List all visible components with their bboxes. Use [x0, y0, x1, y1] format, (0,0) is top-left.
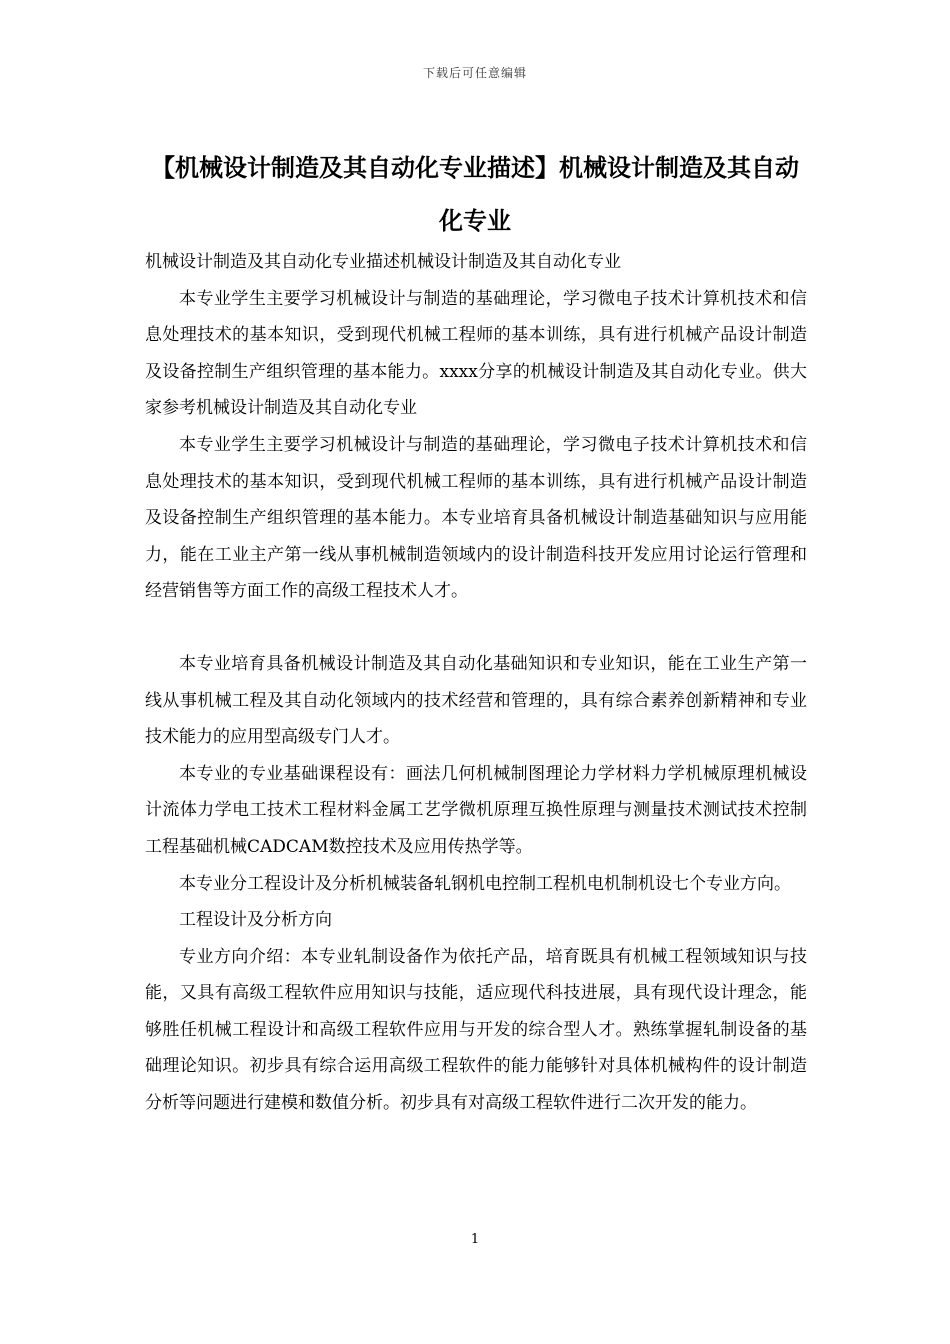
- section-heading: 工程设计及分析方向: [179, 910, 332, 931]
- body-paragraph: 本专业学生主要学习机械设计与制造的基础理论，学习微电子技术计算机技术和信息处理技术的基本知识，受到现代机械工程师的基本训练，具有进行机械产品设计制造及设备控制生产组织管理的基本能力。xxxx分享的机械设计制造及其自动化专业。供大家参考机械设计制造及其自动化专业: [145, 288, 807, 419]
- body-paragraph: 本专业的专业基础课程设有：画法几何机械制图理论力学材料力学机械原理机械设计流体力学电工技术工程材料金属工艺学微机原理互换性原理与测量技术测试技术控制工程基础机械CADCAM数控技术及应用传热学等。: [145, 763, 807, 857]
- body-paragraph: 专业方向介绍：本专业轧制设备作为依托产品，培育既具有机械工程领域知识与技能，又具有高级工程软件应用知识与技能，适应现代科技进展，具有现代设计理念，能够胜任机械工程设计和高级工程软件应用与开发的综合型人才。熟练掌握轧制设备的基础理论知识。初步具有综合运用高级工程软件的能力能够针对具体机械构件的设计制造分析等问题进行建模和数值分析。初步具有对高级工程软件进行二次开发的能力。: [145, 946, 807, 1114]
- page-number: 1: [470, 1232, 480, 1247]
- body-paragraph: 本专业学生主要学习机械设计与制造的基础理论，学习微电子技术计算机技术和信息处理技术的基本知识，受到现代机械工程师的基本训练，具有进行机械产品设计制造及设备控制生产组织管理的基本能力。本专业培育具备机械设计制造基础知识与应用能力，能在工业主产第一线从事机械制造领域内的设计制造科技开发应用讨论运行管理和经营销售等方面工作的高级工程技术人才。: [145, 434, 807, 602]
- document-body: [145, 244, 807, 1122]
- document-title: 【机械设计制造及其自动化专业描述】机械设计制造及其自动化专业: [151, 154, 799, 235]
- subtitle-paragraph: 机械设计制造及其自动化专业描述机械设计制造及其自动化专业: [145, 252, 621, 272]
- body-paragraph: 本专业分工程设计及分析机械装备轧钢机电控制工程机电机制机设七个专业方向。: [179, 873, 791, 894]
- header-note: 下载后可任意编辑: [422, 66, 527, 80]
- body-paragraph: 本专业培育具备机械设计制造及其自动化基础知识和专业知识，能在工业生产第一线从事机械工程及其自动化领域内的技术经营和管理的，具有综合素养创新精神和专业技术能力的应用型高级专门人才。: [145, 653, 807, 748]
